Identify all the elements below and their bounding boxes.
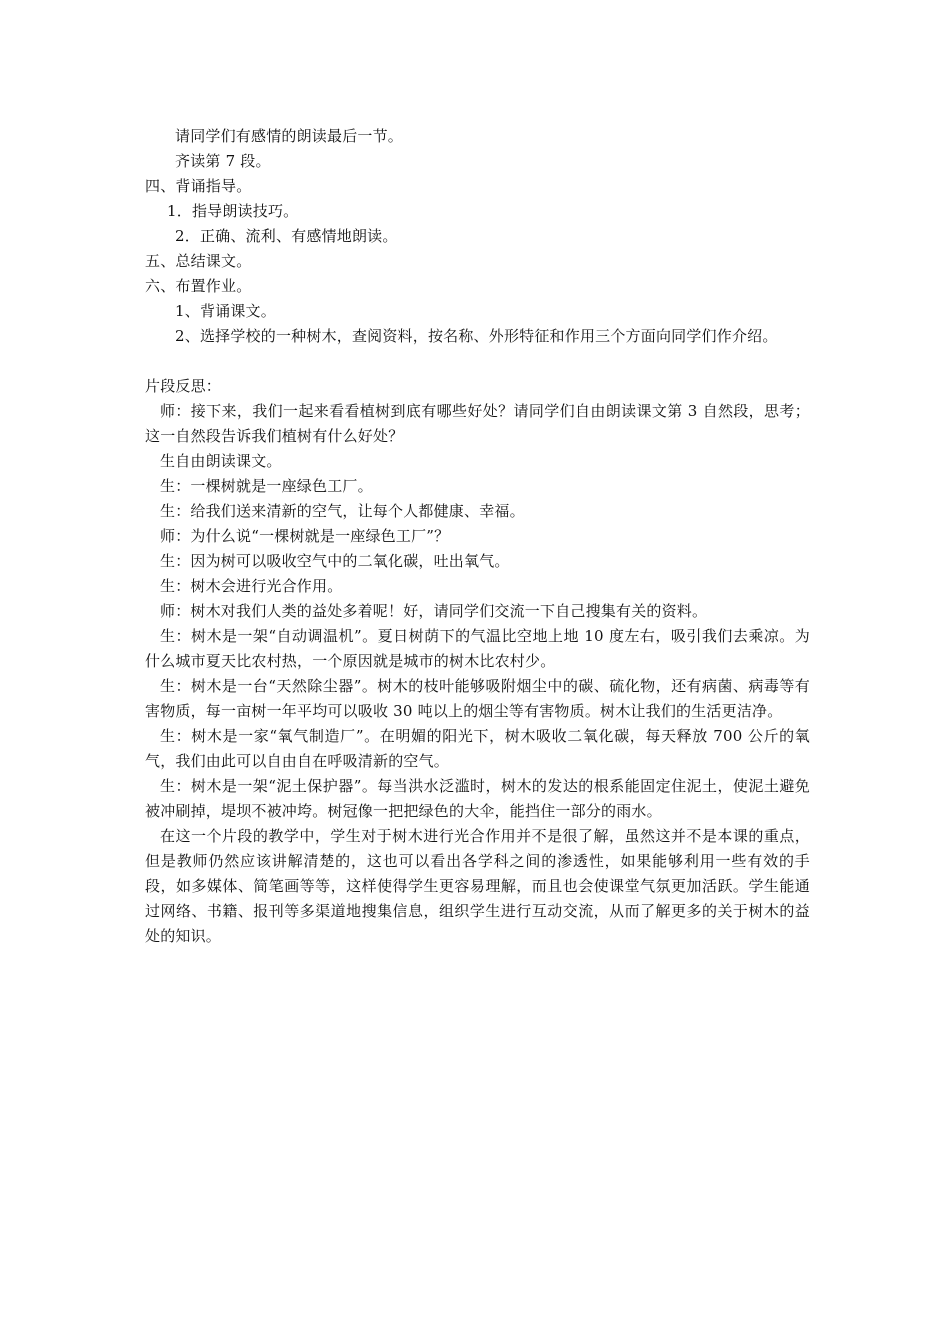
reflection-paragraph: 生：树木是一台“天然除尘器”。树木的枝叶能够吸附烟尘中的碳、硫化物，还有病菌、病毒等有害物质，每一亩树一年平均可以吸收 30 吨以上的烟尘等有害物质。树木让我们的生活更洁净。 (145, 677, 810, 720)
blank-line (145, 349, 810, 374)
reflection-paragraph: 在这一个片段的教学中，学生对于树木进行光合作用并不是很了解，虽然这并不是本课的重点，但是教师仍然应该讲解清楚的，这也可以看出各学科之间的渗透性，如果能够利用一些有效的手段，如多媒体、简笔画等等，这样使得学生更容易理解，而且也会使课堂气氛更加活跃。学生能通过网络、书籍、报刊等多渠道地搜集信息，组织学生进行互动交流，从而了解更多的关于树木的益处的知识。 (145, 827, 810, 945)
section-5-title: 五、总结课文。 (145, 252, 252, 270)
reflection-paragraph: 师：接下来，我们一起来看看植树到底有哪些好处？请同学们自由朗读课文第 3 自然段，思考；这一自然段告诉我们植树有什么好处？ (145, 402, 810, 445)
document-body (145, 124, 810, 949)
reflection-paragraph: 师：树木对我们人类的益处多着呢！好，请同学们交流一下自己搜集有关的资料。 (160, 602, 708, 620)
reflection-paragraph: 生：树木会进行光合作用。 (160, 577, 343, 595)
reflection-paragraph: 生：因为树可以吸收空气中的二氧化碳，吐出氧气。 (160, 552, 510, 570)
reflection-paragraph: 生：树木是一家“氧气制造厂”。在明媚的阳光下，树木吸收二氧化碳，每天释放 700 公斤的氧气，我们由此可以自由自在呼吸清新的空气。 (145, 727, 810, 770)
section-6-title: 六、布置作业。 (145, 277, 252, 295)
reflection-heading: 片段反思： (145, 377, 222, 395)
section-4-title: 四、背诵指导。 (145, 177, 252, 195)
reflection-paragraph: 生：一棵树就是一座绿色工厂。 (160, 477, 373, 495)
section-6-item-1: 1、背诵课文。 (175, 302, 276, 320)
section-4-item-2: 2．正确、流利、有感情地朗读。 (175, 227, 398, 245)
reflection-paragraph: 生：树木是一架“泥土保护器”。每当洪水泛滥时，树木的发达的根系能固定住泥土，使泥土避免被冲刷掉，堤坝不被冲垮。树冠像一把把绿色的大伞，能挡住一部分的雨水。 (145, 777, 810, 820)
step-read-last-section: 请同学们有感情的朗读最后一节。 (175, 127, 404, 145)
section-6-item-2: 2、选择学校的一种树木，查阅资料，按名称、外形特征和作用三个方面向同学们作介绍。 (175, 327, 778, 345)
step-read-seventh: 齐读第 7 段。 (175, 152, 271, 170)
section-4-item-1: 1．指导朗读技巧。 (167, 202, 299, 220)
reflection-paragraph: 生自由朗读课文。 (160, 452, 282, 470)
reflection-paragraph: 师：为什么说“一棵树就是一座绿色工厂”？ (160, 527, 450, 545)
reflection-paragraph: 生：树木是一架“自动调温机”。夏日树荫下的气温比空地上地 10 度左右，吸引我们去乘凉。为什么城市夏天比农村热，一个原因就是城市的树木比农村少。 (145, 627, 810, 670)
reflection-paragraph: 生：给我们送来清新的空气，让每个人都健康、幸福。 (160, 502, 525, 520)
